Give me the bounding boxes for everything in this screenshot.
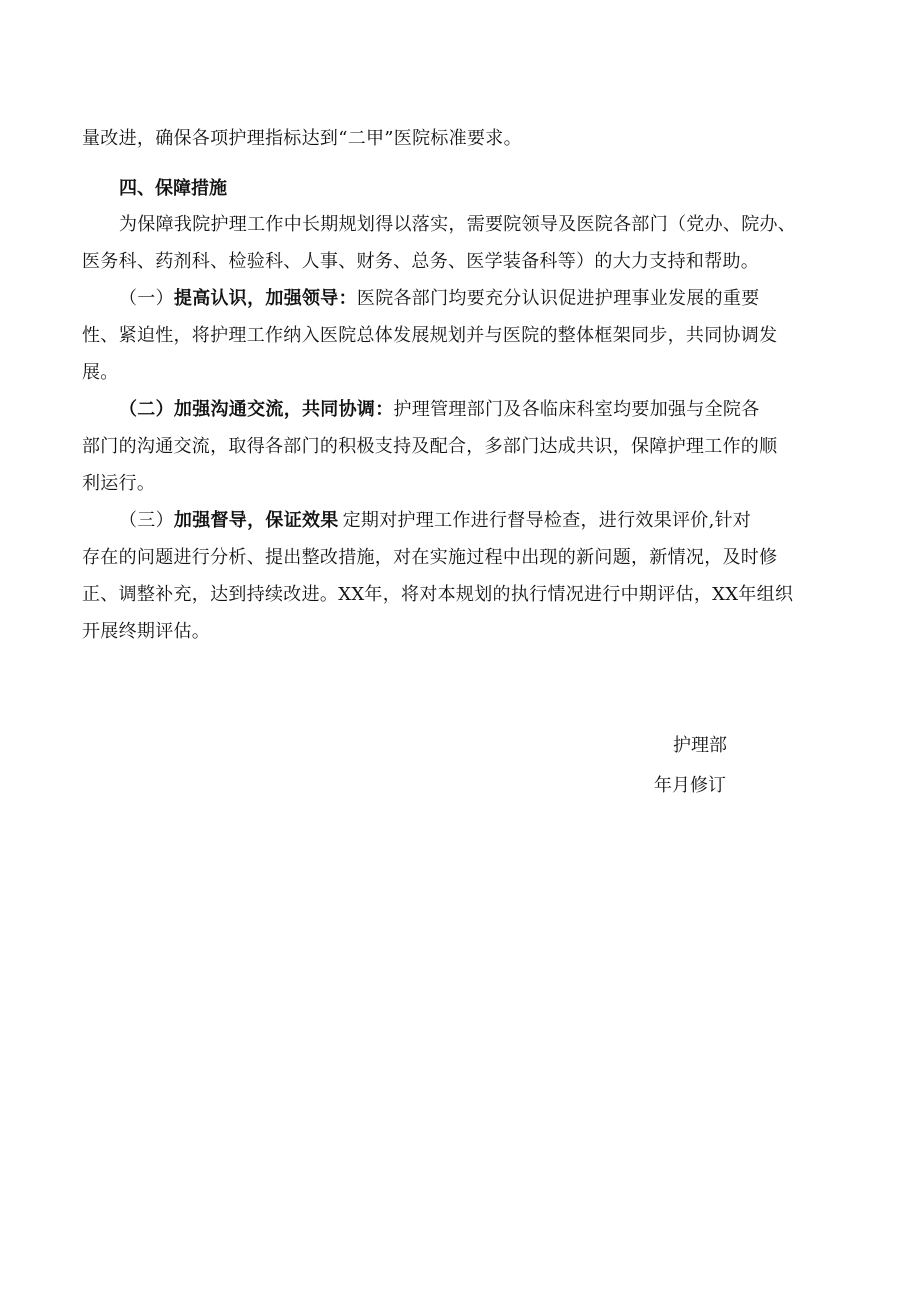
item1-text: 医院各部门均要充分认识促进护理事业发展的重要 [356,288,760,309]
item3-text: 定期对护理工作进行督导检查，进行效果评价,针对 [342,510,752,531]
intro-continuation-line: 量改进，确保各项护理指标达到“二甲”医院标准要求。 [82,128,522,149]
signature-date: 年月修订 [654,775,726,796]
item2-line-1 [119,397,842,423]
item2-line-3: 利运行。 [82,473,156,494]
item1-line-3: 展。 [82,362,119,383]
item1-line-2: 性、紧迫性，将护理工作纳入医院总体发展规划并与医院的整体框架同步，共同协调发 [82,325,778,346]
item2-text: 护理管理部门及各临床科室均要加强与全院各 [393,399,760,420]
item1-prefix: （一） [119,288,174,309]
item2-title: （二）加强沟通交流，共同协调： [119,399,394,420]
para-intro-line-2: 医务科、药剂科、检验科、人事、财务、总务、医学装备科等）的大力支持和帮助。 [82,251,760,272]
item1-title: 提高认识，加强领导： [173,288,357,309]
item3-line-2: 存在的问题进行分析、提出整改措施，对在实施过程中出现的新问题，新情况，及时修 [82,547,778,568]
item2-line-2: 部门的沟通交流，取得各部门的积极支持及配合，多部门达成共识，保障护理工作的顺 [82,436,778,457]
item3-prefix: （三） [119,510,174,531]
signature-department: 护理部 [673,735,727,756]
item3-line-1 [119,508,842,534]
item1-line-1 [119,286,842,312]
para-intro-line-1: 为保障我院护理工作中长期规划得以落实，需要院领导及医院各部门（党办、院办、 [119,214,797,235]
section-heading: 四、保障措施 [119,178,227,199]
item3-title: 加强督导，保证效果 [173,510,339,531]
item3-line-3: 正、调整补充，达到持续改进。XX年，将对本规划的执行情况进行中期评估，XX年组织 [82,584,794,605]
item3-line-4: 开展终期评估。 [82,621,211,642]
